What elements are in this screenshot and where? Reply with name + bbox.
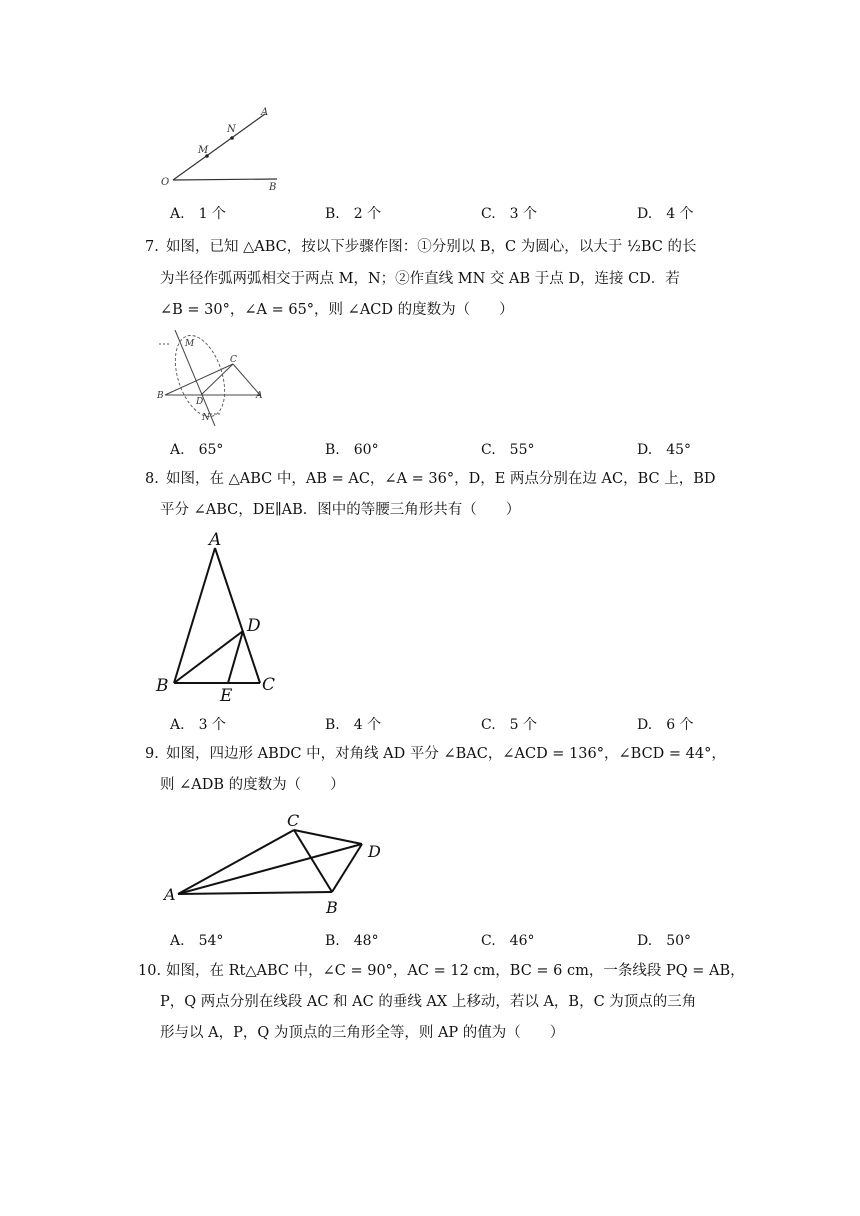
label-A: A [261,107,269,118]
q9-text-line2: 则 ∠ADB 的度数为（ ） [160,777,345,793]
label-B: B [326,898,338,917]
q10-text-line1: 如图，在 Rt△ABC 中，∠C = 90°，AC = 12 cm，BC = 6 cm，一条线段 PQ = AB， [166,963,745,979]
q8-option-c: C. 5 个 [481,717,538,733]
q7-option-a: A. 65° [170,442,224,458]
label-C: C [287,811,300,830]
q8-option-d: D. 6 个 [637,717,694,733]
label-C: C [230,355,237,365]
q7-text-line1: 如图，已知 △ABC，按以下步骤作图：①分别以 B，C 为圆心，以大于 ½BC 的长 [166,239,697,255]
q7-option-c: C. 55° [481,442,535,458]
label-D: D [196,397,204,407]
q9-text-line1: 如图，四边形 ABDC 中，对角线 AD 平分 ∠BAC，∠ACD = 136°，∠BCD = 44°， [166,746,726,762]
q7-option-d: D. 45° [637,442,692,458]
q9-number: 9. [145,746,159,762]
q10-number: 10. [138,963,162,979]
label-M: M [185,339,195,349]
label-B: B [156,676,169,696]
q9-option-d: D. 50° [637,933,692,949]
q7-text-line2: 为半径作弧两弧相交于两点 M，N；②作直线 MN 交 AB 于点 D，连接 CD．若 [160,271,680,287]
q6-option-c: C. 3 个 [481,206,538,222]
label-D: D [368,842,381,861]
figure-q6-angle [155,100,295,195]
q7-number: 7. [145,239,159,255]
q9-option-c: C. 46° [481,933,535,949]
q8-option-b: B. 4 个 [325,717,382,733]
q9-option-a: A. 54° [170,933,224,949]
q10-text-line3: 形与以 A，P，Q 为顶点的三角形全等，则 AP 的值为（ ） [160,1025,565,1041]
q10-text-line2: P，Q 两点分别在线段 AC 和 AC 的垂线 AX 上移动，若以 A，B，C 为顶点的三角 [160,994,697,1010]
q7-option-b: B. 60° [325,442,379,458]
label-M: M [198,145,209,156]
q7-text-line3: ∠B = 30°，∠A = 65°，则 ∠ACD 的度数为（ ） [160,302,514,318]
figure-q9-quadrilateral [160,808,400,920]
q8-text-line1: 如图，在 △ABC 中，AB = AC，∠A = 36°，D，E 两点分别在边 AC，BC 上，BD [166,471,716,487]
q6-option-b: B. 2 个 [325,206,382,222]
q6-option-a: A. 1 个 [170,206,226,222]
label-A: A [209,530,222,550]
label-C: C [262,675,276,695]
q9-option-b: B. 48° [325,933,379,949]
label-E: E [220,686,233,706]
q6-option-d: D. 4 个 [637,206,694,222]
q8-text-line2: 平分 ∠ABC，DE∥AB．图中的等腰三角形共有（ ） [160,502,521,518]
label-O: O [161,177,170,188]
label-A: A [256,391,263,401]
q8-number: 8. [145,471,159,487]
label-D: D [247,616,261,636]
q8-option-a: A. 3 个 [170,717,226,733]
label-A: A [164,885,176,904]
label-B: B [269,182,277,193]
label-N: N [202,413,210,423]
label-B: B [157,391,164,401]
figure-q8-triangle [150,528,290,708]
label-N: N [227,124,236,135]
figure-q7-construction [155,328,275,428]
